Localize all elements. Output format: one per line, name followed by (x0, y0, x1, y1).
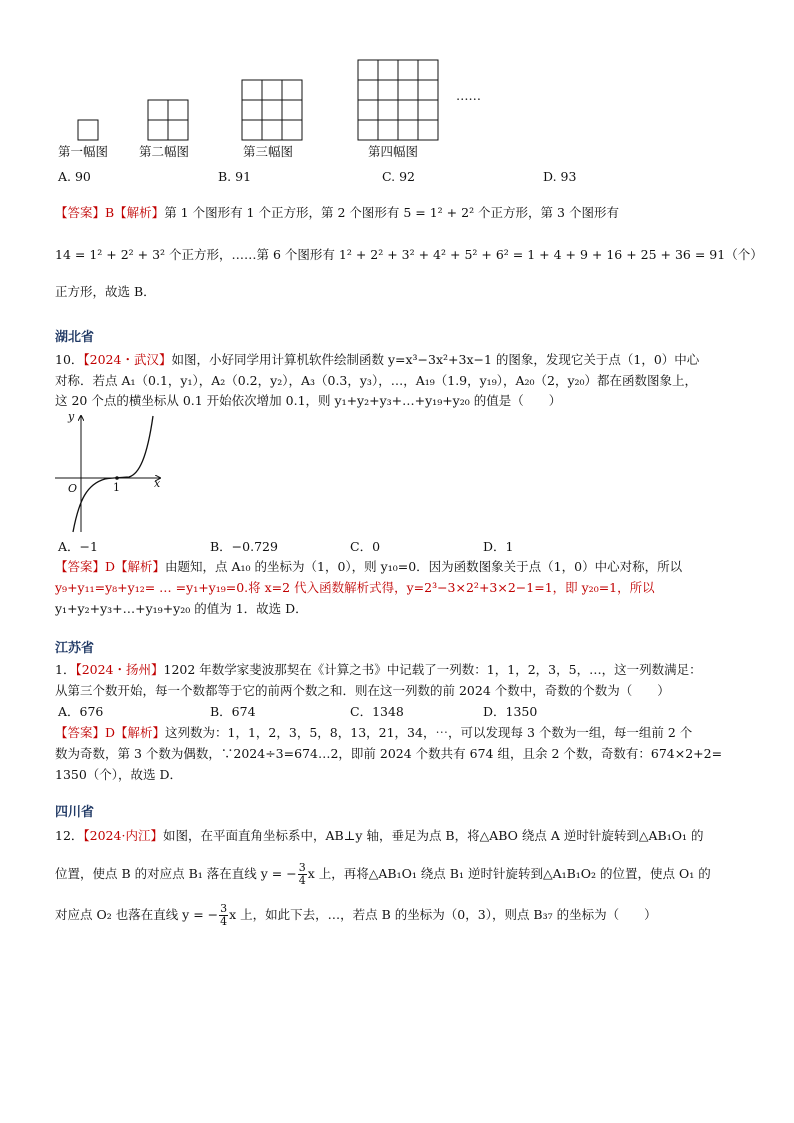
cubic-curve (73, 416, 153, 532)
question-12-line-3 (55, 903, 657, 928)
question-number: 1． (55, 662, 76, 677)
figure-4-grid (358, 60, 438, 140)
option-b: B．−0.729 (210, 539, 278, 554)
ellipsis: …… (456, 88, 481, 103)
graph-one-label: 1 (113, 481, 120, 494)
option-d: D．1350 (483, 704, 538, 719)
question-source: 【2024・扬州】 (75, 662, 164, 677)
option-a: A．−1 (58, 539, 98, 554)
question-text: 对应点 O₂ 也落在直线 y = − (55, 907, 219, 922)
answer-text: 这列数为：1，1，2，3，5，8，13，21，34，⋯，可以发现每 3 个数为一组，每一组前 2 个 (165, 725, 693, 740)
question-12-line-1 (55, 828, 703, 844)
province-heading-hubei: 湖北省 (55, 330, 95, 345)
answer-line-1 (55, 205, 619, 221)
question-10-line-1 (55, 352, 699, 368)
option-d: D．1 (483, 539, 514, 554)
question-text: 如图，在平面直角坐标系中，AB⊥y 轴，垂足为点 B，将△ABO 绕点 A 逆时针旋转到△AB₁O₁ 的 (162, 828, 704, 843)
question-12-line-2 (55, 862, 711, 887)
answer-10-line-1 (55, 559, 682, 575)
option-a: A. 90 (58, 169, 91, 184)
caption-figure-3: 第三幅图 (243, 144, 294, 159)
graph-origin-label: O (68, 482, 78, 495)
answer-10-line-3: y₁+y₂+y₃+…+y₁₉+y₂₀ 的值为 1．故选 D． (55, 601, 308, 616)
option-b: B. 91 (218, 169, 252, 184)
question-source: 【2024·内江】 (83, 828, 163, 843)
answer-tag: 【答案】D【解析】 (55, 725, 166, 740)
fraction-denominator: 4 (220, 915, 228, 928)
question-text: 1202 年数学家斐波那契在《计算之书》中记载了一列数：1，1，2，3，5，…，这一列数满足： (163, 662, 702, 677)
option-b: B．674 (210, 704, 256, 719)
question-text: x 上，如此下去，…，若点 B 的坐标为（0，3），则点 B₃₇ 的坐标为（ ） (229, 907, 657, 922)
question-text: 位置，使点 B 的对应点 B₁ 落在直线 y = − (55, 866, 297, 881)
figure-1-grid (78, 120, 98, 140)
caption-figure-4: 第四幅图 (368, 144, 419, 159)
figure-2-grid (148, 100, 188, 140)
option-a: A．676 (58, 704, 104, 719)
question-text: x 上，再将△AB₁O₁ 绕点 B₁ 逆时针旋转到△A₁B₁O₂ 的位置，使点 O₁ 的 (307, 866, 711, 881)
graph-y-label: y (68, 410, 75, 423)
province-heading-sichuan: 四川省 (55, 805, 95, 820)
fraction-denominator: 4 (298, 874, 306, 887)
fraction-numerator: 3 (298, 861, 306, 874)
caption-figure-2: 第二幅图 (139, 144, 190, 159)
cubic-function-graph (55, 410, 175, 535)
caption-figure-1: 第一幅图 (58, 144, 109, 159)
answer-line-2: 14 = 1² + 2² + 3² 个正方形，……第 6 个图形有 1² + 2² + 3² + 4² + 5² + 6² = 1 + 4 + 9 + 16 + 25 + 36 = 91（个） (55, 247, 763, 262)
fraction-3-over-4 (219, 903, 228, 928)
question-1-line-2: 从第三个数开始，每一个数都等于它的前两个数之和．则在这一列数的前 2024 个数中，奇数的个数为（ ） (55, 683, 670, 698)
answer-1-line-2: 数为奇数，第 3 个数为偶数，∵2024÷3=674…2，即前 2024 个数共有 674 组，且余 2 个数，奇数有：674×2+2= (55, 746, 723, 761)
answer-1-line-3: 1350（个），故选 D． (55, 767, 183, 782)
answer-tag: 【答案】B【解析】 (55, 205, 165, 220)
option-c: C. 92 (382, 169, 415, 184)
province-heading-jiangsu: 江苏省 (55, 641, 95, 656)
option-c: C．0 (350, 539, 381, 554)
answer-10-line-2: y₉+y₁₁=y₈+y₁₂= … =y₁+y₁₉=0.将 x=2 代入函数解析式得，y=2³−3×2²+3×2−1=1，即 y₂₀=1，所以 (55, 580, 655, 595)
question-number: 10． (55, 352, 84, 367)
option-d: D. 93 (543, 169, 577, 184)
question-10-line-3: 这 20 个点的横坐标从 0.1 开始依次增加 0.1，则 y₁+y₂+y₃+…+y₁₉+y₂₀ 的值是（ ） (55, 393, 562, 408)
answer-1-line-1 (55, 725, 692, 741)
answer-line-3: 正方形，故选 B． (55, 284, 156, 299)
graph-x-label: x (154, 477, 161, 490)
answer-text: 由题知，点 A₁₀ 的坐标为（1，0），则 y₁₀=0．因为函数图象关于点（1，0）中心对称，所以 (165, 559, 683, 574)
question-source: 【2024・武汉】 (83, 352, 172, 367)
answer-text: 第 1 个图形有 1 个正方形，第 2 个图形有 5 = 1² + 2² 个正方形，第 3 个图形有 (164, 205, 619, 220)
question-10-line-2: 对称．若点 A₁（0.1，y₁），A₂（0.2，y₂），A₃（0.3，y₃），…，A₁₉（1.9，y₁₉），A₂₀（2，y₂₀）都在函数图象上， (55, 373, 698, 388)
option-c: C．1348 (350, 704, 404, 719)
question-number: 12． (55, 828, 84, 843)
question-text: 如图，小好同学用计算机软件绘制函数 y=x³−3x²+3x−1 的图象，发现它关于点（1，0）中心 (171, 352, 700, 367)
square-pattern-figures (0, 0, 794, 145)
fraction-3-over-4 (298, 862, 307, 887)
fraction-numerator: 3 (220, 902, 228, 915)
question-1-line-1 (55, 662, 702, 678)
answer-tag: 【答案】D【解析】 (55, 559, 166, 574)
figure-3-grid (242, 80, 302, 140)
